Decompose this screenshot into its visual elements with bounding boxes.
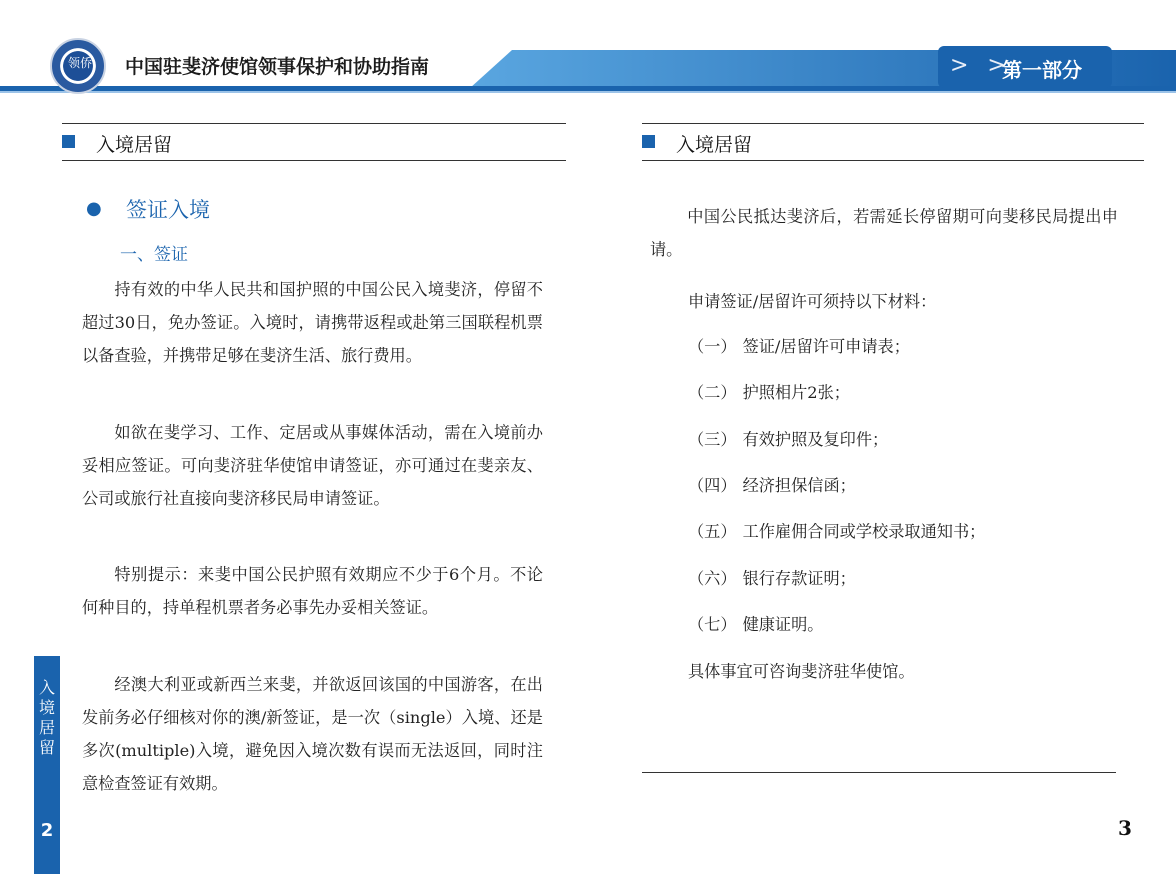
list-item-text: 银行存款证明；	[742, 569, 856, 588]
list-item-text: 护照相片2张；	[742, 383, 850, 402]
left-page-number: 2	[40, 820, 54, 841]
list-item	[688, 565, 856, 589]
list-item-text: 签证/居留许可申请表；	[742, 337, 910, 356]
paragraph-special-notice: 特别提示：来斐中国公民护照有效期应不少于6个月。不论何种目的，持单程机票者务必事先办妥相关签证。	[82, 565, 543, 617]
paragraph-transit-visa: 经澳大利亚或新西兰来斐，并欲返回该国的中国游客，在出发前务必仔细核对你的澳/新签证，是一次（single）入境、还是多次(multiple)入境，避免因入境次数有误而无法返回，同时注意检查签证有效期。	[82, 675, 543, 793]
list-item	[688, 518, 985, 542]
list-item	[688, 379, 850, 403]
square-bullet-icon	[62, 135, 75, 148]
section-end-divider	[642, 772, 1116, 773]
closing-note: 具体事宜可咨询斐济驻华使馆。	[688, 662, 915, 681]
list-item	[688, 611, 824, 635]
double-chevron-right-icon: > >	[950, 53, 1012, 78]
round-bullet-icon: ●	[86, 198, 102, 219]
side-tab-label: 入境居留	[38, 678, 55, 757]
chapter-side-tab	[34, 656, 60, 874]
list-item-number: （四）	[688, 476, 737, 495]
right-section-title: 入境居留	[676, 134, 753, 156]
consular-affairs-logo-icon: 领侨	[50, 38, 106, 94]
list-item-number: （三）	[688, 430, 737, 449]
part-label: 第一部分	[1002, 58, 1082, 82]
guide-title: 中国驻斐济使馆领事保护和协助指南	[125, 56, 430, 78]
paragraph-extension-intro: 中国公民抵达斐济后，若需延长停留期可向斐移民局提出申请。	[650, 207, 1118, 259]
left-section-header	[62, 123, 566, 161]
list-item-text: 有效护照及复印件；	[742, 430, 889, 449]
materials-intro: 申请签证/居留许可须持以下材料：	[688, 292, 937, 311]
list-item	[688, 426, 888, 450]
left-section-title: 入境居留	[96, 134, 173, 156]
list-item-number: （五）	[688, 522, 737, 541]
visa-subheading: 一、签证	[120, 245, 188, 265]
right-page-number: 3	[1118, 816, 1132, 840]
right-section-header	[642, 123, 1144, 161]
part-badge	[938, 46, 1112, 88]
list-item	[688, 472, 856, 496]
list-item-number: （六）	[688, 569, 737, 588]
paragraph-visa-exemption: 持有效的中华人民共和国护照的中国公民入境斐济，停留不超过30日，免办签证。入境时，请携带返程或赴第三国联程机票以备查验，并携带足够在斐济生活、旅行费用。	[82, 280, 543, 365]
list-item-number: （二）	[688, 383, 737, 402]
visa-entry-heading: 签证入境	[126, 198, 210, 222]
page-header	[0, 0, 1176, 100]
list-item	[688, 333, 910, 357]
list-item-number: （七）	[688, 615, 737, 634]
list-item-text: 工作雇佣合同或学校录取通知书；	[742, 522, 986, 541]
list-item-text: 健康证明。	[742, 615, 824, 634]
list-item-number: （一）	[688, 337, 737, 356]
square-bullet-icon	[642, 135, 655, 148]
list-item-text: 经济担保信函；	[742, 476, 856, 495]
paragraph-visa-application: 如欲在斐学习、工作、定居或从事媒体活动，需在入境前办妥相应签证。可向斐济驻华使馆申请签证，亦可通过在斐亲友、公司或旅行社直接向斐济移民局申请签证。	[82, 423, 543, 508]
